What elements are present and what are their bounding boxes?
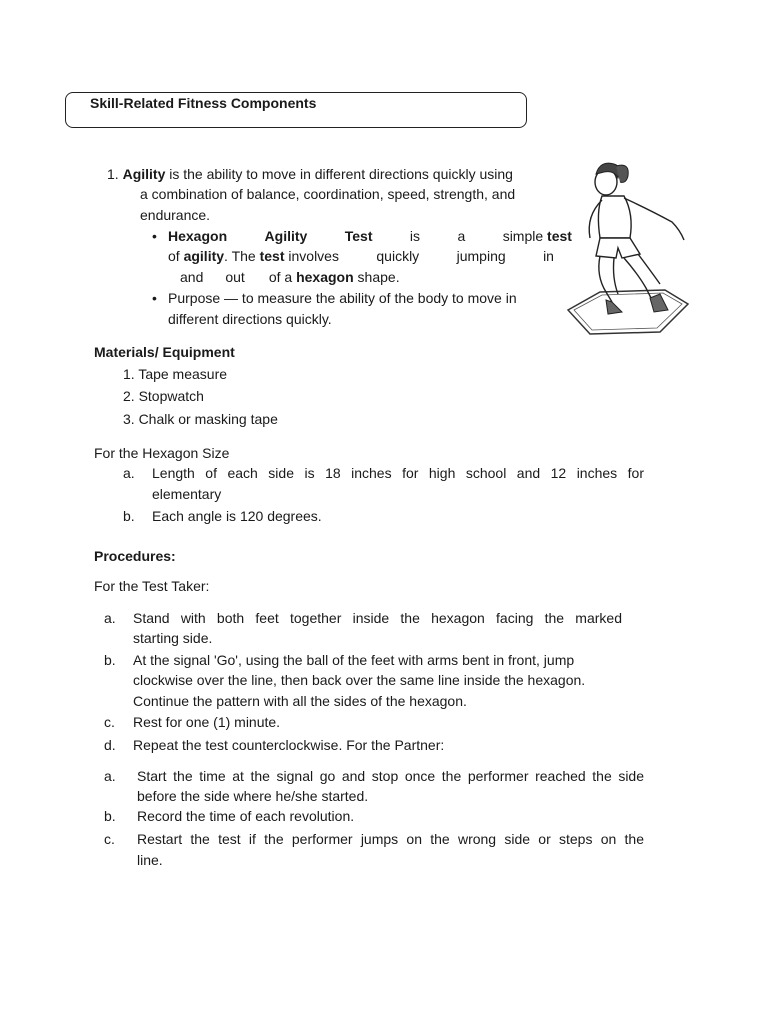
partner-a-line-2: before the side where he/she started. [137, 788, 369, 804]
bullet-marker: • [152, 290, 157, 306]
materials-item-1: 1. Tape measure [123, 366, 228, 382]
agility-term: Agility [122, 166, 166, 182]
proc-c-line-1: Rest for one (1) minute. [133, 714, 281, 730]
proc-a-marker: a. [104, 610, 116, 626]
proc-b-line-1: At the signal 'Go', using the ball of the feet with arms bent in front, jump [133, 652, 575, 668]
bullet2-line-1: Purpose — to measure the ability of the body to move in [168, 290, 517, 306]
partner-c-line-2: line. [137, 852, 163, 868]
bullet-marker: • [152, 228, 157, 244]
b1-l3a: and [180, 269, 204, 285]
proc-b-line-2: clockwise over the line, then back over the same line inside the hexagon. [133, 672, 586, 688]
b1-l2a: of [168, 248, 184, 264]
partner-b-marker: b. [104, 808, 116, 824]
b1-w6: simple [502, 228, 544, 244]
agility-def-1: is the ability to move in different directions quickly using [165, 166, 513, 182]
bullet2-line-2: different directions quickly. [168, 311, 332, 327]
b1-l3d: hexagon [296, 269, 354, 285]
partner-a-line-1: Start the time at the signal go and stop once the performer reached the side [137, 768, 644, 784]
materials-heading: Materials/ Equipment [94, 344, 235, 360]
materials-item-3: 3. Chalk or masking tape [123, 411, 278, 427]
partner-c-line-1: Restart the test if the performer jumps on the wrong side or steps on the [137, 831, 644, 847]
materials-item-2: 2. Stopwatch [123, 388, 204, 404]
hex-b-line-1: Each angle is 120 degrees. [152, 508, 322, 524]
b1-w7: test [547, 228, 572, 244]
proc-c-marker: c. [104, 714, 115, 730]
b1-l2d: test [259, 248, 285, 264]
page-title: Skill-Related Fitness Components [90, 95, 317, 111]
b1-l3b: out [225, 269, 245, 285]
agility-line-3: endurance. [140, 207, 211, 223]
b1-l2g: jumping [456, 248, 506, 264]
partner-c-marker: c. [104, 831, 115, 847]
agility-line-2: a combination of balance, coordination, speed, strength, and [140, 186, 516, 202]
test-taker-heading: For the Test Taker: [94, 578, 210, 594]
agility-number: 1. [107, 166, 119, 182]
b1-l2b: agility [183, 248, 225, 264]
b1-w3: Test [344, 228, 373, 244]
b1-l2c: . The [224, 248, 260, 264]
b1-l2f: quickly [376, 248, 420, 264]
bullet1-line-2 [168, 246, 554, 266]
b1-w5: a [457, 228, 466, 244]
partner-b-line-1: Record the time of each revolution. [137, 808, 355, 824]
bullet1-line-3 [180, 267, 400, 287]
hex-b-marker: b. [123, 508, 135, 524]
procedures-heading: Procedures: [94, 548, 176, 564]
b1-l2h: in [543, 248, 554, 264]
b1-w2: Agility [264, 228, 308, 244]
proc-b-marker: b. [104, 652, 116, 668]
proc-a-line-1: Stand with both feet together inside the hexagon facing the marked [133, 610, 622, 626]
agility-line-1 [107, 164, 513, 184]
proc-d-marker: d. [104, 737, 116, 753]
b1-l2e: involves [284, 248, 339, 264]
b1-w1: Hexagon [168, 228, 228, 244]
b1-w4: is [409, 228, 421, 244]
proc-d-line-1: Repeat the test counterclockwise. For the Partner: [133, 737, 445, 753]
hex-a-line-1: Length of each side is 18 inches for high school and 12 inches for [152, 465, 644, 481]
hex-a-line-2: elementary [152, 486, 222, 502]
b1-l3c: of a [268, 269, 297, 285]
b1-l3e: shape. [353, 269, 400, 285]
hexagon-jump-illustration [560, 152, 710, 342]
hex-a-marker: a. [123, 465, 135, 481]
proc-a-line-2: starting side. [133, 630, 213, 646]
hexagon-size-heading: For the Hexagon Size [94, 445, 230, 461]
proc-b-line-3: Continue the pattern with all the sides of the hexagon. [133, 693, 467, 709]
partner-a-marker: a. [104, 768, 116, 784]
bullet1-line-1 [168, 226, 572, 246]
